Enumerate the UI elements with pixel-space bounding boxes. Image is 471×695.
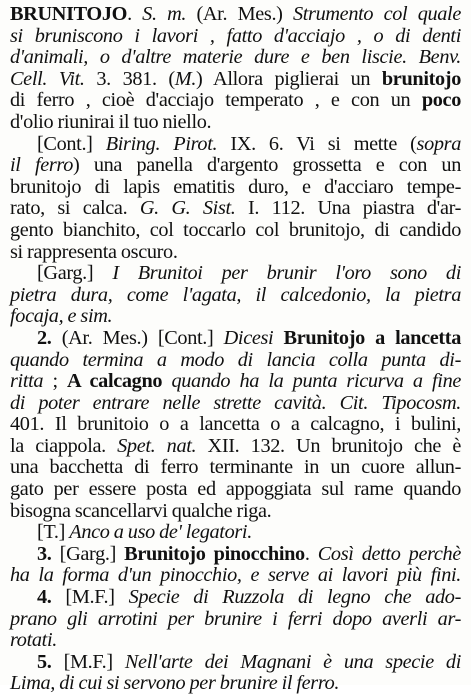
italic-text: Nell'arte dei Magnani è una specie di [124, 650, 461, 673]
italic-text: Così detto perchè [317, 542, 461, 565]
italic-text: rotati. [10, 629, 57, 652]
italic-text: Specie di Ruzzola di legno che ado- [128, 586, 461, 609]
text-line: brunitojo di lapis ematitis duro, e d'acciaro tempe- [10, 175, 461, 198]
text-line [10, 565, 461, 587]
italic-text: quando termina a modo di lancia colla punta di- [10, 348, 461, 371]
text-line: 3. [Garg.] Brunitojo pinocchino. Così detto perchè [37, 542, 461, 565]
text-line [10, 673, 461, 695]
italic-text: si bruniscono i lavori , fatto d'acciajo , o di denti [10, 24, 461, 47]
italic-text: Spet. nat. [117, 434, 197, 457]
bold-text: brunitojo [381, 67, 461, 90]
text-line: gento bianchito, col toccarlo col brunitojo, di candido [10, 218, 461, 241]
text-line [10, 393, 461, 415]
text-line [10, 26, 461, 48]
italic-text: d'animali, o d'altre materie dure e ben liscie. Benv. [10, 46, 461, 69]
text-line: una bacchetta di ferro terminante in un cuore allun- [10, 456, 461, 479]
text-line: bisogna scancellarvi qualche riga. [10, 499, 272, 522]
text-line: gato per essere posta ed appoggiata sul rame quando [10, 478, 461, 501]
text-line: il ferro) una panella d'argento grossetta e con un [10, 154, 461, 177]
bold-text: A calcagno [67, 370, 163, 393]
bold-text: poco [421, 89, 461, 112]
text-line [10, 609, 461, 631]
text-line: Cell. Vit. 3. 381. (M.) Allora piglierai un brunitojo [10, 67, 461, 90]
italic-text: quando ha la punta ricurva a fine [171, 370, 462, 393]
text-line: 4. [M.F.] Specie di Ruzzola di legno che ado- [37, 586, 461, 609]
text-line: la ciappola. Spet. nat. XII. 132. Un brunitojo che è [10, 434, 461, 457]
bold-text: 5. [37, 650, 52, 673]
italic-text: Biring. Pirot. [105, 132, 218, 155]
italic-text: ha la forma d'un pinocchio, e serve ai lavori più fini. [10, 564, 461, 587]
italic-text: I Brunitoi per brunir l'oro sono di [112, 262, 461, 285]
italic-text: sopra [416, 132, 462, 155]
text-line [10, 47, 461, 69]
dictionary-entry-brunitojo [10, 4, 461, 695]
text-line [10, 630, 461, 652]
italic-text: il ferro [10, 154, 74, 177]
italic-text: di poter entrare nelle strette cavità. Cit. Tipocosm. [10, 391, 461, 414]
text-line [10, 306, 461, 328]
text-line: [Garg.] I Brunitoi per brunir l'oro sono di [37, 262, 461, 285]
text-line [10, 285, 461, 307]
italic-text: pietra dura, come l'agata, il calcedonio, la pietra [10, 283, 461, 306]
italic-text: focaja, e sim. [10, 305, 113, 328]
text-line: 5. [M.F.] Nell'arte dei Magnani è una specie di [37, 650, 461, 673]
italic-text: Cell. Vit. [10, 67, 85, 90]
bold-text: 3. [37, 542, 52, 565]
italic-text: prano gli arrotini per brunire i ferri dopo averli ar- [10, 607, 461, 630]
bold-text: Brunitojo pinocchino [124, 542, 305, 565]
text-line: ritta ; A calcagno quando ha la punta ricurva a fine [10, 370, 462, 393]
italic-text: Dicesi [223, 326, 274, 349]
italic-text: Strumento col quale [292, 3, 461, 25]
bold-text: BRUNITOJO [10, 3, 128, 25]
italic-text: Lima, di cui si servono per brunire il ferro. [10, 672, 340, 695]
bold-text: 2. [37, 326, 52, 349]
text-line: rato, si calca. G. G. Sist. I. 112. Una piastra d'ar- [10, 197, 462, 220]
text-line: 2. (Ar. Mes.) [Cont.] Dicesi Brunitojo a lancetta [37, 326, 461, 349]
text-line: di ferro , cioè d'acciajo temperato , e con un poco [10, 89, 461, 112]
italic-text: Anco a uso de' legatori. [69, 521, 252, 544]
italic-text: ritta [10, 370, 44, 393]
bold-text: 4. [37, 586, 52, 609]
text-line: d'olio riunirai il tuo niello. [10, 110, 212, 133]
text-line: BRUNITOJO. S. m. (Ar. Mes.) Strumento col quale [10, 3, 461, 25]
text-line: [T.] Anco a uso de' legatori. [37, 521, 252, 544]
text-line: 401. Il brunitoio o a lancetta o a calcagno, i bulini, [10, 413, 461, 436]
italic-text: M. [174, 67, 197, 90]
text-line: [Cont.] Biring. Pirot. IX. 6. Vi si mette (sopra [37, 132, 462, 155]
text-line: si rappresenta oscuro. [10, 240, 178, 263]
bold-text: Brunitojo a lancetta [283, 326, 461, 349]
text-line [10, 350, 461, 372]
italic-text: S. m. [142, 3, 187, 25]
italic-text: G. G. Sist. [139, 197, 236, 220]
